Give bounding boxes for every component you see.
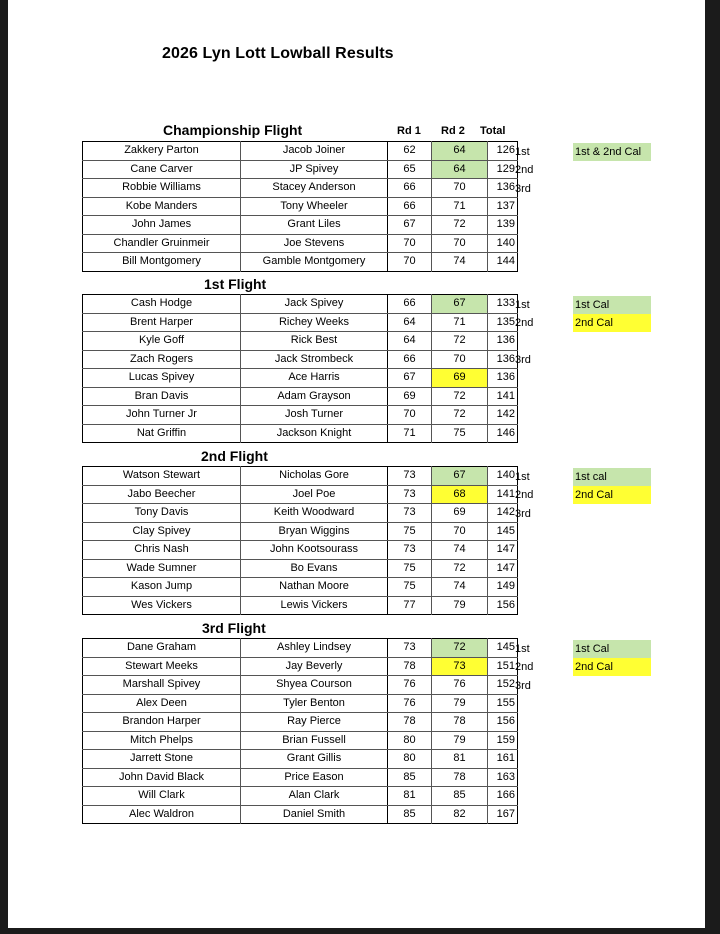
round-1-score: 85 [388, 768, 432, 787]
placement-label: 2nd [515, 489, 534, 501]
round-2-score: 79 [432, 596, 488, 615]
placement-label: 3rd [515, 354, 531, 366]
round-1-score: 71 [388, 424, 432, 443]
calcutta-label: 1st Cal [573, 640, 651, 658]
placement-label: 1st [515, 470, 530, 483]
round-2-score: 70 [432, 234, 488, 253]
round-2-score: 73 [432, 657, 488, 676]
player-2-cell: Jay Beverly [241, 657, 388, 676]
total-score: 144 [496, 255, 515, 267]
player-2-cell: Jacob Joiner [241, 142, 388, 161]
table-row [83, 295, 518, 314]
player-1-cell: Robbie Williams [83, 179, 241, 198]
player-1-cell: Chris Nash [83, 541, 241, 560]
player-1-cell: Nat Griffin [83, 424, 241, 443]
page-title: 2026 Lyn Lott Lowball Results [162, 45, 394, 62]
placement-label: 3rd [515, 679, 531, 692]
player-1-cell: Wes Vickers [83, 596, 241, 615]
table-row [83, 787, 518, 806]
total-score: 145 [488, 522, 518, 541]
table-row [83, 657, 518, 676]
player-2-cell: Bryan Wiggins [241, 522, 388, 541]
round-2-score: 64 [432, 160, 488, 179]
player-2-cell: John Kootsourass [241, 541, 388, 560]
flight-table [82, 638, 518, 824]
calcutta-label: 2nd Cal [573, 314, 651, 332]
round-1-score: 75 [388, 559, 432, 578]
flight-table [82, 466, 518, 615]
rd2-header: Rd 2 [441, 125, 465, 137]
player-1-cell: Clay Spivey [83, 522, 241, 541]
total-header: Total [480, 125, 506, 137]
player-1-cell: Zach Rogers [83, 350, 241, 369]
table-row [83, 387, 518, 406]
total-score: 163 [488, 768, 518, 787]
round-2-score: 78 [432, 713, 488, 732]
player-1-cell: Dane Graham [83, 639, 241, 658]
round-2-score: 75 [432, 424, 488, 443]
player-2-cell: Nicholas Gore [241, 467, 388, 486]
round-1-score: 70 [388, 253, 432, 272]
round-1-score: 62 [388, 142, 432, 161]
table-row [83, 768, 518, 787]
calcutta-label: 1st Cal [573, 296, 651, 314]
player-2-cell: Alan Clark [241, 787, 388, 806]
round-1-score: 69 [388, 387, 432, 406]
total-score: 147 [488, 541, 518, 560]
table-row [83, 424, 518, 443]
player-1-cell: Watson Stewart [83, 467, 241, 486]
player-1-cell: Alec Waldron [83, 805, 241, 824]
round-1-score: 70 [388, 406, 432, 425]
round-1-score: 73 [388, 485, 432, 504]
table-row [83, 234, 518, 253]
total-score: 140 [488, 467, 518, 486]
player-2-cell: Josh Turner [241, 406, 388, 425]
player-2-cell: Bo Evans [241, 559, 388, 578]
round-2-score: 81 [432, 750, 488, 769]
round-2-score: 72 [432, 332, 488, 351]
total-score: 142 [488, 504, 518, 523]
round-2-score: 85 [432, 787, 488, 806]
round-2-score: 70 [432, 350, 488, 369]
total-score: 140 [488, 234, 518, 253]
round-1-score: 80 [388, 750, 432, 769]
player-2-cell: Lewis Vickers [241, 596, 388, 615]
table-row [83, 369, 518, 388]
round-2-score: 67 [432, 295, 488, 314]
total-score: 136 [488, 350, 518, 369]
total-score: 129 [488, 160, 518, 179]
player-2-cell: Rick Best [241, 332, 388, 351]
round-1-score: 73 [388, 467, 432, 486]
flight-title: 3rd Flight [202, 620, 266, 636]
placement-label: 1st [515, 145, 530, 158]
table-row [83, 805, 518, 824]
calcutta-label: 1st & 2nd Cal [573, 143, 651, 161]
player-1-cell: John David Black [83, 768, 241, 787]
total-score: 167 [496, 807, 515, 820]
total-score: 141 [488, 387, 518, 406]
player-2-cell: Jack Strombeck [241, 350, 388, 369]
round-2-score: 79 [432, 694, 488, 713]
table-row [83, 639, 518, 658]
player-1-cell: Cane Carver [83, 160, 241, 179]
total-score: 156 [496, 598, 515, 611]
player-1-cell: Stewart Meeks [83, 657, 241, 676]
table-row [83, 350, 518, 369]
round-1-score: 66 [388, 295, 432, 314]
player-2-cell: Stacey Anderson [241, 179, 388, 198]
flight-title: Championship Flight [163, 122, 303, 138]
table-row [83, 522, 518, 541]
total-score: 137 [488, 197, 518, 216]
table-row [83, 750, 518, 769]
player-2-cell: Joe Stevens [241, 234, 388, 253]
player-2-cell: Ashley Lindsey [241, 639, 388, 658]
flight-title: 1st Flight [204, 276, 267, 292]
flight-table [82, 141, 518, 272]
player-1-cell: Kyle Goff [83, 332, 241, 351]
table-row [83, 694, 518, 713]
placement-label: 2nd [515, 661, 534, 673]
player-1-cell: Kason Jump [83, 578, 241, 597]
total-score: 126 [488, 142, 518, 161]
round-2-score: 72 [432, 216, 488, 235]
round-2-score: 72 [432, 559, 488, 578]
table-row [83, 467, 518, 486]
player-1-cell: Wade Sumner [83, 559, 241, 578]
player-2-cell: Gamble Montgomery [241, 253, 388, 272]
round-1-score: 64 [388, 332, 432, 351]
round-2-score: 78 [432, 768, 488, 787]
placement-label: 3rd [515, 182, 531, 195]
player-1-cell: John Turner Jr [83, 406, 241, 425]
round-1-score: 78 [388, 657, 432, 676]
player-2-cell: Daniel Smith [241, 805, 388, 824]
placement-label: 3rd [515, 507, 531, 520]
round-1-score: 77 [388, 596, 432, 615]
round-2-score: 82 [432, 805, 488, 824]
player-2-cell: Tyler Benton [241, 694, 388, 713]
player-2-cell: Adam Grayson [241, 387, 388, 406]
round-2-score: 64 [432, 142, 488, 161]
table-row [83, 485, 518, 504]
total-score: 159 [488, 731, 518, 750]
player-2-cell: Tony Wheeler [241, 197, 388, 216]
table-row [83, 313, 518, 332]
player-2-cell: Joel Poe [241, 485, 388, 504]
player-2-cell: Jackson Knight [241, 424, 388, 443]
table-row [83, 504, 518, 523]
total-score: 133 [488, 295, 518, 314]
player-2-cell: Ace Harris [241, 369, 388, 388]
player-2-cell: Brian Fussell [241, 731, 388, 750]
table-row [83, 332, 518, 351]
total-score: 151 [488, 657, 518, 676]
player-1-cell: John James [83, 216, 241, 235]
calcutta-label: 2nd Cal [573, 486, 651, 504]
player-1-cell: Brandon Harper [83, 713, 241, 732]
player-1-cell: Mitch Phelps [83, 731, 241, 750]
round-2-score: 71 [432, 313, 488, 332]
round-1-score: 66 [388, 350, 432, 369]
total-score: 136 [488, 179, 518, 198]
table-row [83, 197, 518, 216]
player-1-cell: Marshall Spivey [83, 676, 241, 695]
round-2-score: 67 [432, 467, 488, 486]
table-row [83, 406, 518, 425]
player-2-cell: Price Eason [241, 768, 388, 787]
total-score: 139 [488, 216, 518, 235]
total-score: 166 [488, 787, 518, 806]
player-1-cell: Bill Montgomery [83, 253, 241, 272]
total-score: 146 [496, 426, 515, 439]
round-2-score: 74 [432, 541, 488, 560]
total-score: 136 [488, 369, 518, 388]
table-row [83, 676, 518, 695]
player-1-cell: Tony Davis [83, 504, 241, 523]
round-1-score: 65 [388, 160, 432, 179]
total-score: 152 [488, 676, 518, 695]
player-1-cell: Jarrett Stone [83, 750, 241, 769]
round-1-score: 73 [388, 639, 432, 658]
table-row [83, 179, 518, 198]
results-sheet [8, 0, 705, 928]
rd1-header: Rd 1 [397, 125, 421, 137]
total-score: 156 [488, 713, 518, 732]
player-1-cell: Brent Harper [83, 313, 241, 332]
player-2-cell: Grant Gillis [241, 750, 388, 769]
round-1-score: 73 [388, 504, 432, 523]
calcutta-label: 2nd Cal [573, 658, 651, 676]
round-2-score: 71 [432, 197, 488, 216]
round-1-score: 67 [388, 369, 432, 388]
round-2-score: 68 [432, 485, 488, 504]
player-2-cell: JP Spivey [241, 160, 388, 179]
round-2-score: 72 [432, 387, 488, 406]
table-row [83, 596, 518, 615]
player-1-cell: Jabo Beecher [83, 485, 241, 504]
table-row [83, 578, 518, 597]
player-2-cell: Shyea Courson [241, 676, 388, 695]
player-1-cell: Chandler Gruinmeir [83, 234, 241, 253]
player-2-cell: Jack Spivey [241, 295, 388, 314]
flight-table [82, 294, 518, 443]
round-1-score: 81 [388, 787, 432, 806]
round-1-score: 76 [388, 694, 432, 713]
round-2-score: 72 [432, 639, 488, 658]
round-2-score: 74 [432, 253, 488, 272]
total-score: 142 [488, 406, 518, 425]
round-2-score: 72 [432, 406, 488, 425]
placement-label: 1st [515, 298, 530, 311]
round-2-score: 69 [432, 369, 488, 388]
player-1-cell: Kobe Manders [83, 197, 241, 216]
round-1-score: 73 [388, 541, 432, 560]
total-score: 141 [488, 485, 518, 504]
round-1-score: 85 [388, 805, 432, 824]
round-2-score: 79 [432, 731, 488, 750]
round-2-score: 76 [432, 676, 488, 695]
player-2-cell: Nathan Moore [241, 578, 388, 597]
round-1-score: 66 [388, 179, 432, 198]
total-score: 136 [488, 332, 518, 351]
player-1-cell: Lucas Spivey [83, 369, 241, 388]
total-score: 135 [488, 313, 518, 332]
placement-label: 1st [515, 642, 530, 655]
round-1-score: 78 [388, 713, 432, 732]
player-2-cell: Richey Weeks [241, 313, 388, 332]
table-row [83, 253, 518, 272]
round-2-score: 70 [432, 179, 488, 198]
player-2-cell: Ray Pierce [241, 713, 388, 732]
player-1-cell: Will Clark [83, 787, 241, 806]
table-row [83, 559, 518, 578]
total-score: 149 [488, 578, 518, 597]
total-score: 161 [488, 750, 518, 769]
round-1-score: 80 [388, 731, 432, 750]
round-2-score: 70 [432, 522, 488, 541]
round-1-score: 75 [388, 522, 432, 541]
table-row [83, 160, 518, 179]
table-row [83, 216, 518, 235]
player-1-cell: Zakkery Parton [83, 142, 241, 161]
player-2-cell: Grant Liles [241, 216, 388, 235]
round-1-score: 76 [388, 676, 432, 695]
table-row [83, 713, 518, 732]
calcutta-label: 1st cal [573, 468, 651, 486]
table-row [83, 541, 518, 560]
total-score: 145 [488, 639, 518, 658]
round-1-score: 66 [388, 197, 432, 216]
round-1-score: 75 [388, 578, 432, 597]
round-1-score: 70 [388, 234, 432, 253]
round-1-score: 67 [388, 216, 432, 235]
table-row [83, 142, 518, 161]
player-1-cell: Bran Davis [83, 387, 241, 406]
player-1-cell: Cash Hodge [83, 295, 241, 314]
total-score: 155 [488, 694, 518, 713]
player-1-cell: Alex Deen [83, 694, 241, 713]
player-2-cell: Keith Woodward [241, 504, 388, 523]
round-2-score: 69 [432, 504, 488, 523]
total-score: 147 [488, 559, 518, 578]
flight-title: 2nd Flight [201, 448, 268, 464]
round-2-score: 74 [432, 578, 488, 597]
round-1-score: 64 [388, 313, 432, 332]
table-row [83, 731, 518, 750]
placement-label: 2nd [515, 317, 534, 329]
placement-label: 2nd [515, 164, 534, 176]
